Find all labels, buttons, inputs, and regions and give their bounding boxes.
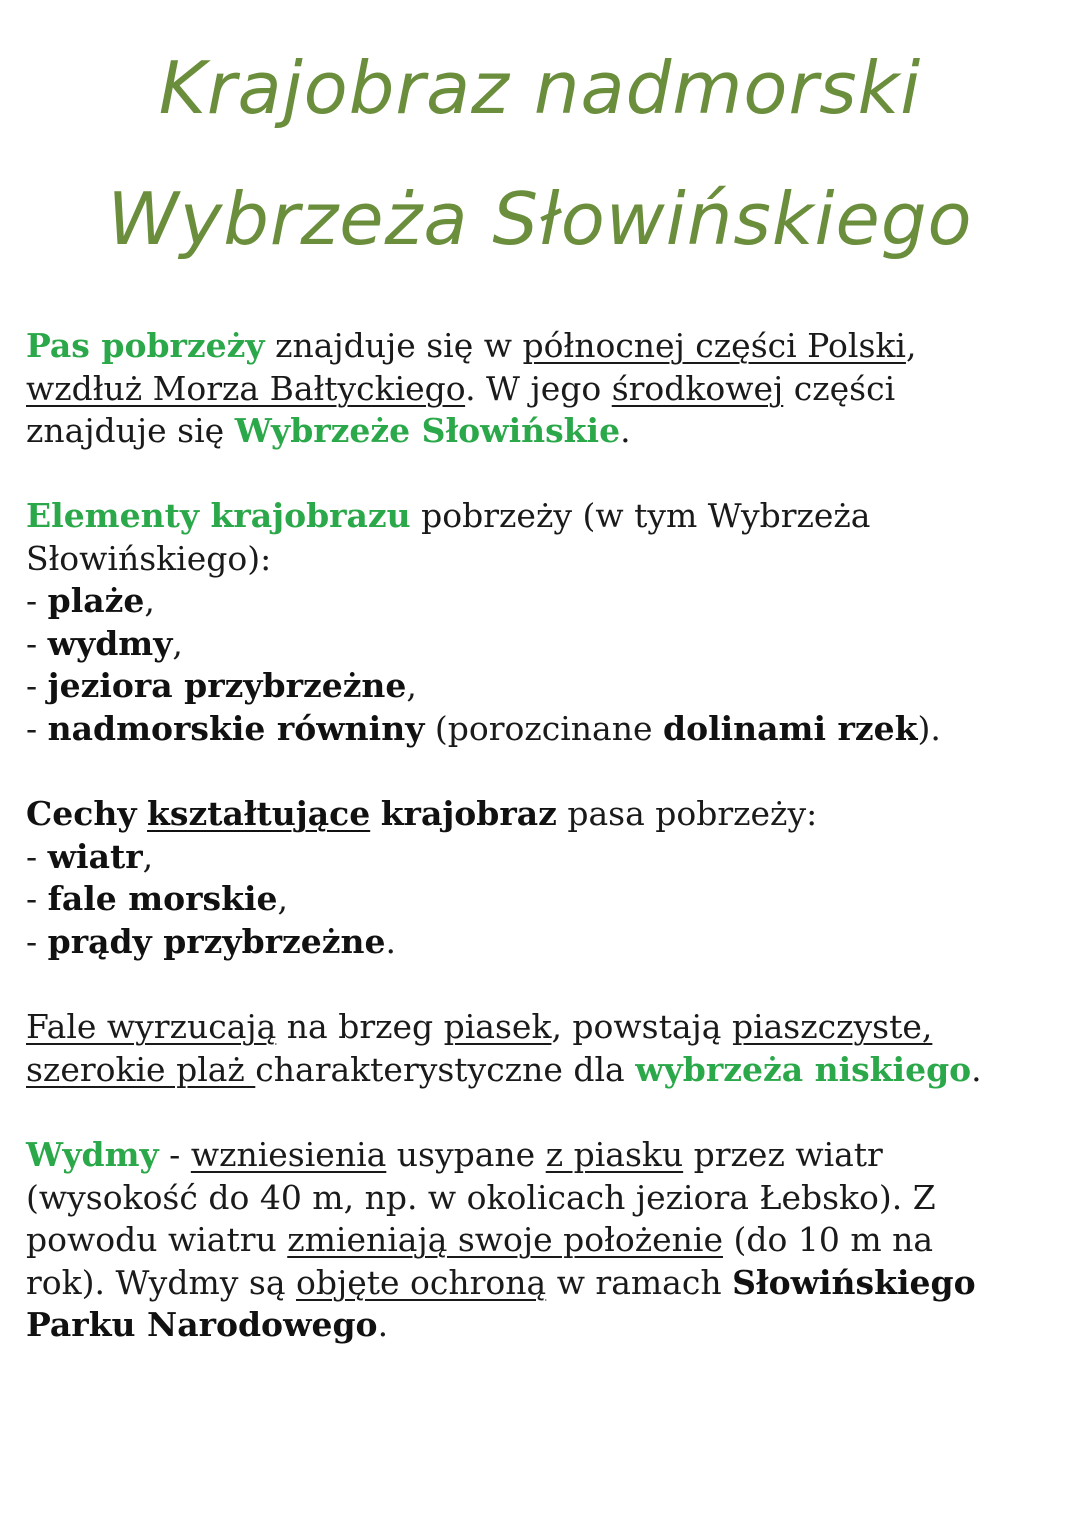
list-dash: -	[26, 666, 48, 705]
text: (porozcinane	[424, 708, 663, 748]
list-item-bold: nadmorskie równiny	[47, 708, 425, 748]
list-item	[26, 666, 417, 705]
term-parku-narodowego: Parku Narodowego	[26, 1305, 378, 1344]
text: Słowińskiego):	[26, 538, 272, 578]
paragraph-landscape-elements	[26, 495, 1066, 750]
list-item-bold: dolinami rzek	[663, 708, 918, 748]
text: (do 10 m na	[723, 1220, 934, 1259]
list-item-bold: fale morskie	[47, 879, 278, 918]
text: pobrzeży (w tym Wybrzeża	[410, 496, 871, 535]
list-dash: -	[26, 581, 48, 620]
text: ,	[905, 326, 917, 365]
term-krajobraz: krajobraz	[380, 794, 557, 833]
text	[370, 794, 381, 833]
term-ksztaltujace: kształtujące	[147, 794, 371, 833]
text: pasa pobrzeży:	[556, 794, 818, 833]
term-cechy: Cechy	[26, 794, 137, 833]
underlined-text: objęte ochroną	[295, 1262, 547, 1302]
term-wybrzeze-slowinskie: Wybrzeże Słowińskie	[234, 411, 621, 450]
text: ,	[406, 666, 417, 705]
text: ,	[172, 623, 183, 663]
paragraph-dunes	[26, 1134, 1066, 1347]
term-pas-pobrzezy: Pas pobrzeży	[26, 326, 265, 365]
list-item	[26, 624, 183, 663]
list-item-bold: prądy przybrzeżne	[47, 921, 386, 961]
text: .	[620, 411, 631, 450]
text: powodu wiatru	[26, 1220, 288, 1259]
text: w ramach	[546, 1262, 733, 1302]
text: .	[971, 1049, 982, 1089]
text: charakterystyczne dla	[255, 1049, 636, 1089]
underlined-text: z piasku	[545, 1135, 684, 1174]
list-item	[26, 879, 288, 918]
term-slowinskiego: Słowińskiego	[732, 1262, 976, 1302]
paragraph-shaping-factors	[26, 793, 1066, 963]
term-elementy-krajobrazu: Elementy krajobrazu	[26, 496, 411, 535]
list-dash: -	[26, 708, 48, 748]
list-item-bold: wiatr	[47, 836, 143, 876]
text: znajduje się w	[264, 326, 523, 365]
text: rok). Wydmy są	[26, 1262, 296, 1302]
list-item	[26, 922, 396, 961]
list-item-bold: jeziora przybrzeżne	[47, 666, 407, 705]
list-dash: -	[26, 879, 48, 918]
underlined-text: wzdłuż Morza Bałtyckiego	[26, 368, 466, 408]
underlined-text: wzniesienia	[190, 1135, 387, 1174]
paragraph-waves	[26, 1006, 1066, 1091]
list-item	[26, 709, 941, 748]
underlined-text: piasek	[443, 1007, 552, 1046]
term-wydmy: Wydmy	[26, 1135, 159, 1174]
underlined-text: szerokie plaż	[26, 1049, 256, 1089]
paragraph-coastal-belt	[26, 325, 1066, 453]
page-title-line-2: Wybrzeża Słowińskiego	[107, 177, 973, 261]
text: -	[158, 1135, 191, 1174]
term-wybrzeza-niskiego: wybrzeża niskiego	[635, 1049, 972, 1089]
text: , powstają	[551, 1007, 732, 1046]
list-dash: -	[26, 836, 48, 876]
underlined-text: środkowej	[611, 368, 784, 408]
page-title-line-1: Krajobraz nadmorski	[158, 46, 922, 130]
text: ,	[142, 836, 154, 876]
text	[137, 794, 148, 833]
text: ,	[144, 581, 155, 620]
text: (wysokość do 40 m, np. w okolicach jeziora Łebsko). Z	[26, 1177, 936, 1217]
list-item	[26, 581, 155, 620]
text: części	[783, 368, 896, 408]
list-item-bold: wydmy	[47, 623, 173, 663]
text: .	[385, 921, 397, 961]
text: przez wiatr	[683, 1135, 883, 1174]
text: . W jego	[465, 368, 612, 408]
text: usypane	[386, 1135, 546, 1174]
text: znajduje się	[26, 411, 235, 450]
underlined-text: zmieniają swoje położenie	[287, 1220, 723, 1259]
list-dash: -	[26, 921, 48, 961]
text: .	[377, 1305, 389, 1344]
underlined-text: piaszczyste,	[731, 1007, 933, 1046]
list-item	[26, 837, 153, 876]
list-item-bold: plaże	[47, 581, 145, 620]
text: ).	[917, 708, 941, 748]
text: na brzeg	[276, 1007, 444, 1046]
underlined-text: północnej części Polski	[522, 326, 906, 365]
text: ,	[277, 879, 289, 918]
list-dash: -	[26, 623, 48, 663]
underlined-text: Fale wyrzucają	[26, 1007, 277, 1046]
